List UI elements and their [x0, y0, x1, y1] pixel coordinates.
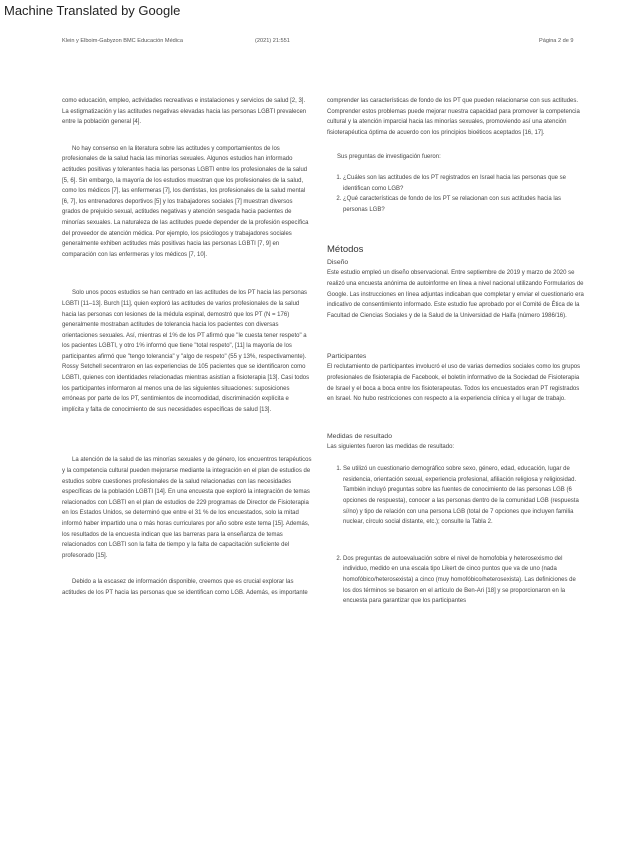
page-number: Página 2 de 9 — [539, 38, 574, 44]
left-column — [62, 96, 312, 599]
machine-translation-banner: Machine Translated by Google — [4, 3, 181, 18]
paragraph: Debido a la escasez de información disponible, creemos que es crucial explorar las actitudes de los PT hacia las personas que se identifican como LGB. Además, es importante — [62, 579, 308, 596]
research-questions-list — [327, 173, 585, 215]
list-item: 2. ¿Qué características de fondo de los PT se relacionan con sus actitudes hacia las personas LGB? — [343, 194, 585, 215]
research-questions-intro: Sus preguntas de investigación fueron: — [337, 154, 441, 161]
list-item: 2. Dos preguntas de autoevaluación sobre el nivel de homofobia y heterosexismo del individuo, medido en una escala tipo Likert de cinco puntos que va de uno (nada homofóbico/heterosexista) a cinco (muy homofóbico/heterosexista). Las definiciones de los dos términos se basaron en el artículo de Ben-Ari [18] y se proporcionaron en la encuesta para garantizar que los participantes — [343, 554, 585, 607]
paragraph: Las siguientes fueron las medidas de resultado: — [327, 443, 455, 450]
subheading-measures: Medidas de resultado — [327, 432, 392, 440]
subheading-participants: Participantes — [327, 353, 367, 361]
subheading-design: Diseño — [327, 259, 349, 267]
paragraph: No hay consenso en la literatura sobre las actitudes y comportamientos de los profesionales de la salud hacia las minorías sexuales. Algunos estudios han informado actitudes positivas y tolerantes hacia las personas LGBTI entre los profesionales de la salud [5, 6]. Sin embargo, la mayoría de los estudios muestran que los profesionales de la salud, como los médicos [7], las enfermeras [7], los dentistas, los profesionales de la salud mental [6, 7], los entrenadores deportivos [5] y los trabajadores sociales [7] muestran diversos grados de prejuicio sexual, actitudes negativas y atención sesgada hacia pacientes de minorías sexuales. La naturaleza de las actitudes puede depender de la profesión específica del proveedor de atención médica. Por ejemplo, los psicólogos y trabajadores sociales generalmente exhiben actitudes más positivas hacia las personas LGBTI [7, 9] en comparación con las enfermeras y los médicos [7, 10]. — [62, 145, 309, 258]
right-column — [327, 96, 585, 607]
paragraph: La atención de la salud de las minorías sexuales y de género, los encuentros terapéuticos y la competencia cultural pueden mejorarse mediante la integración en el plan de estudios de estudios sobre cuestiones profesionales de la salud relacionadas con las necesidades específicas de la población LGBTI [14]. En una encuesta que exploró la integración de temas relacionados con LGBTI en el plan de estudios de 229 programas de Director de Fisioterapia en los Estados Unidos, se determinó que entre el 31 % de los encuestados, solo la mitad informó haber impartido una o más horas curriculares por año sobre este tema [15]. Además, los resultados de la encuesta indican que las barreras para la enseñanza de temas relacionados con LGBTI son la falta de tiempo y la falta de capacitación suficiente del profesorado [15]. — [62, 457, 312, 559]
running-header-citation: (2021) 21:551 — [255, 38, 290, 44]
paragraph: como educación, empleo, actividades recreativas e instalaciones y servicios de salud [2, 3]. La estigmatización y las actitudes negativas elevadas hacia las personas LGBTI prevalecen entre la población general [4]. — [62, 98, 307, 126]
list-item: 1. Se utilizó un cuestionario demográfico sobre sexo, género, edad, educación, lugar de residencia, orientación sexual, experiencia profesional, afiliación religiosa y religiosidad. También incluyó preguntas sobre las fuentes de conocimiento de las personas LGB (6 opciones de respuesta), conocer a las personas dentro de la comunidad LGB (respuesta sí/no) y tipo de relación con una persona LGB (total de 7 opciones que incluyen familia nuclear, círculo social distante, etc.); consulte la Tabla 2. — [343, 464, 585, 528]
running-header-authors: Klein y Elboim-Gabyzon BMC Educación Médica — [62, 38, 183, 44]
list-item: 1. ¿Cuáles son las actitudes de los PT registrados en Israel hacia las personas que se identifican como LGB? — [343, 173, 585, 194]
paragraph: Este estudio empleó un diseño observacional. Entre septiembre de 2019 y marzo de 2020 se realizó una encuesta anónima de autoinforme en línea a nivel nacional utilizando Formularios de Google. Las instrucciones en línea adjuntas indicaban que completar y enviar el cuestionario era indicativo de consentimiento informado. Este estudio fue aprobado por el Comité de Ética de la Facultad de Ciencias Sociales y de la Salud de la Universidad de Haifa (número 1986/16). — [327, 270, 584, 319]
paragraph: El reclutamiento de participantes involucró el uso de varias demedios sociales como los grupos profesionales de fisioterapia de Facebook, el boletín informativo de la Sociedad de Fisioterapia de Israel y el boca a boca entre los fisioterapeutas. Todos los encuestados eran PT registrados en Israel. No hubo restricciones con respecto a la experiencia clínica y el lugar de trabajo. — [327, 364, 581, 403]
measures-list — [327, 464, 585, 607]
paragraph: Solo unos pocos estudios se han centrado en las actitudes de los PT hacia las personas LGBTI [11–13]. Burch [11], quien exploró las actitudes de varios profesionales de la salud hacia las personas con lesiones de la médula espinal, demostró que los PT (N = 176) generalmente mostraban actitudes de tolerancia hacia los pacientes con diversas orientaciones sexuales. Así, mientras el 1% de los PT afirmó que "le cuesta tener respeto" a los pacientes LGBTI, y otro 1% informó que tiene "total respeto", [11] la mayoría de los participantes afirmó que "tengo tolerancia" y "algo de respeto" (55 y 13%, respectivamente). Rossy Setchell secentraron en las experiencias de 105 pacientes que se identificaron como LGBTI, quienes con identidades relacionadas mientras asistían a fisioterapia [13]. Casi todos los participantes informaron al menos una de las siguientes situaciones: suposiciones erróneas por parte de los PT, sentimientos de incomodidad, discriminación explícita e implícita y falta de conocimiento de sus necesidades específicas de salud [13]. — [62, 290, 310, 413]
section-heading-methods: Métodos — [327, 244, 364, 256]
paragraph: comprender las características de fondo de los PT que pueden relacionarse con sus actitudes. Comprender estos problemas puede mejorar nuestra capacidad para promover la competencia cultural y la atención imparcial hacia las minorías sexuales, promoviendo así una atención fisioterapéutica óptima de acuerdo con los principios bioéticos aceptados [16, 17]. — [327, 98, 580, 136]
